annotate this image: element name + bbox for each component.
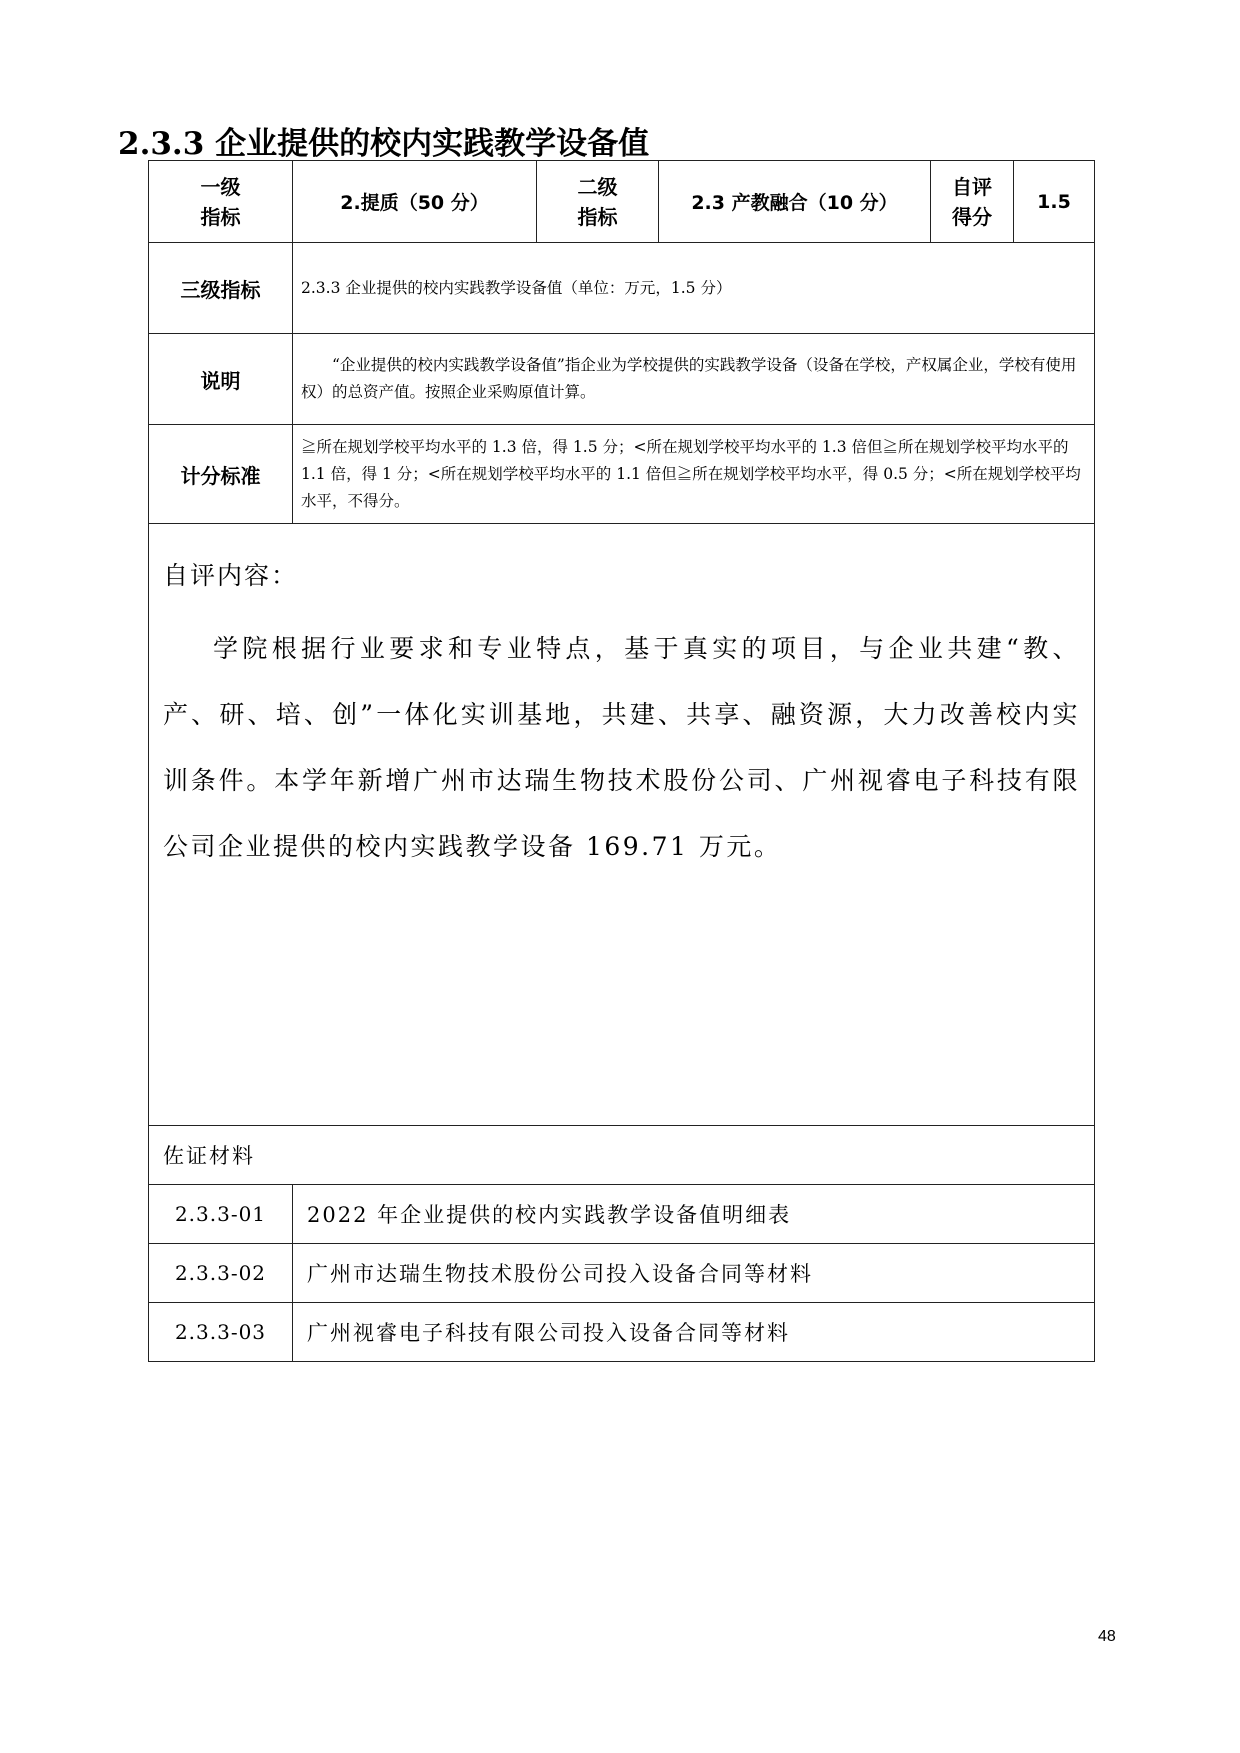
indicator-table [148,160,1095,1362]
self-eval-heading: 自评内容： [163,561,299,590]
scoring-text: ≧所在规划学校平均水平的 1.3 倍，得 1.5 分；<所在规划学校平均水平的 1.3 倍但≧所在规划学校平均水平的 1.1 倍，得 1 分；<所在规划学校平均水平的 1.1 倍但≧所在规划学校平均水平，得 0.5 分；<所在规划学校平均水平，不得分。 [293,425,1095,524]
scoring-label: 计分标准 [149,425,293,524]
evidence-name: 广州市达瑞生物技术股份公司投入设备合同等材料 [293,1244,1095,1303]
evidence-name: 2022 年企业提供的校内实践教学设备值明细表 [293,1185,1095,1244]
evidence-title: 佐证材料 [149,1126,1095,1185]
level3-row [149,243,1095,334]
description-label: 说明 [149,334,293,425]
description-text [293,334,1095,425]
level2-label-line1: 二级 [577,174,618,199]
evidence-row [149,1303,1095,1362]
evidence-row [149,1185,1095,1244]
level2-label [537,161,659,243]
evidence-row [149,1244,1095,1303]
scoring-row [149,425,1095,524]
level3-label: 三级指标 [149,243,293,334]
self-eval-cell [149,524,1095,1126]
evidence-code: 2.3.3-02 [149,1244,293,1303]
page-number: 48 [1098,1628,1116,1645]
evidence-title-row [149,1126,1095,1185]
header-row [149,161,1095,243]
level2-value: 2.3 产教融合（10 分） [659,161,931,243]
score-label-line2: 得分 [952,204,993,229]
level1-label-line2: 指标 [200,204,241,229]
page-title: 2.3.3 企业提供的校内实践教学设备值 [118,126,650,162]
description-row [149,334,1095,425]
score-label [931,161,1014,243]
self-eval-body: 学院根据行业要求和专业特点，基于真实的项目，与企业共建“教、产、研、培、创”一体化实训基地，共建、共享、融资源，大力改善校内实训条件。本学年新增广州市达瑞生物技术股份公司、广州视睿电子科技有限公司企业提供的校内实践教学设备 169.71 万元。 [163,634,1081,861]
self-eval-row [149,524,1095,1126]
description-paragraph: “企业提供的校内实践教学设备值”指企业为学校提供的实践教学设备（设备在学校，产权属企业，学校有使用权）的总资产值。按照企业采购原值计算。 [301,356,1077,401]
level1-value: 2.提质（50 分） [293,161,537,243]
evidence-code: 2.3.3-03 [149,1303,293,1362]
level1-label-line1: 一级 [200,174,241,199]
level1-label [149,161,293,243]
score-value: 1.5 [1014,161,1095,243]
score-label-line1: 自评 [952,174,993,199]
level3-text: 2.3.3 企业提供的校内实践教学设备值（单位：万元，1.5 分） [293,243,1095,334]
evidence-code: 2.3.3-01 [149,1185,293,1244]
level2-label-line2: 指标 [577,204,618,229]
evidence-name: 广州视睿电子科技有限公司投入设备合同等材料 [293,1303,1095,1362]
